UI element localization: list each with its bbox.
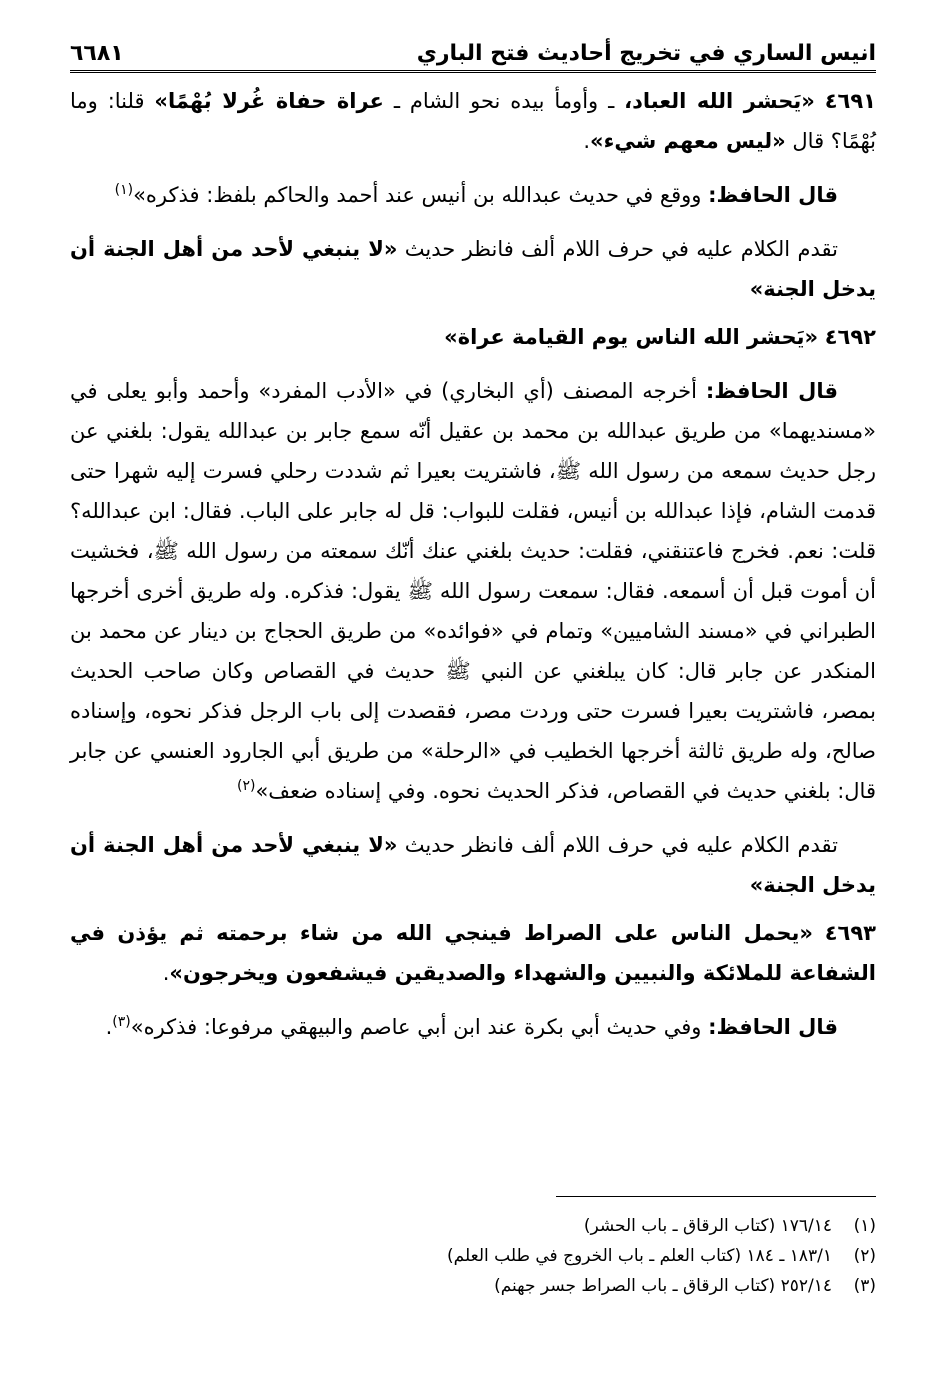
hadith-number: ٤٦٩٣ <box>824 921 876 945</box>
page-header <box>70 26 876 73</box>
cross-reference-title: «لا ينبغي لأحد من أهل الجنة أن يدخل الجنة» <box>70 237 876 301</box>
hadith-quote: «يحمل الناس على الصراط فينجي الله من شاء برحمته ثم يؤذن في الشفاعة للملائكة والنبيين والشهداء والصديقين فيشفعون ويخرجون» <box>70 921 876 985</box>
running-title: انيس الساري في تخريج أحاديث فتح الباري <box>416 41 876 66</box>
footnote-marker[interactable]: (١) <box>114 182 134 198</box>
hadith-quote-2: عراة حفاة غُرلا بُهْمًا» <box>154 89 384 113</box>
commentary-text: وفي حديث أبي بكرة عند ابن أبي عاصم والبيهقي مرفوعا: فذكره» <box>130 1015 709 1039</box>
commentary: قال الحافظ: وفي حديث أبي بكرة عند ابن أبي عاصم والبيهقي مرفوعا: فذكره»$^{(٣)}$. <box>105 1014 838 1039</box>
entry-4692 <box>70 317 876 905</box>
hadith-aside: ـ وأومأ بيده نحو الشام ـ <box>383 89 625 113</box>
cross-reference-intro: تقدم الكلام عليه في حرف اللام ألف فانظر حديث <box>397 833 838 857</box>
hadith-text: ٤٦٩١ «يَحشر الله العباد، ـ وأومأ بيده نحو الشام ـ عراة حفاة غُرلا بُهْمًا» قلنا: وما بُهْمًا؟ قال «ليس معهم شيء». <box>70 89 877 153</box>
cross-reference-title: «لا ينبغي لأحد من أهل الجنة أن يدخل الجنة» <box>70 833 876 897</box>
entry-4691 <box>70 81 876 309</box>
footnote-number: (٣) <box>853 1276 876 1296</box>
footnote-text: ١٧٦/١٤ (كتاب الرقاق ـ باب الحشر) <box>583 1216 832 1236</box>
hadith-quote: «يَحشر الله الناس يوم القيامة عراة» <box>444 325 819 349</box>
commentary-text: ووقع في حديث عبدالله بن أنيس عند أحمد والحاكم بلفظ: فذكره» <box>133 183 709 207</box>
footnote-marker[interactable]: (٣) <box>112 1014 131 1030</box>
footnote-number: (٢) <box>853 1246 876 1266</box>
hadith-number: ٤٦٩٢ <box>824 325 876 349</box>
footnote-number: (١) <box>853 1216 876 1236</box>
entry-4693 <box>70 913 876 1047</box>
footnote-2 <box>70 1241 876 1271</box>
page-number: ٦٦٨١ <box>70 41 124 66</box>
commentary <box>70 175 876 215</box>
footnote-3 <box>70 1271 876 1301</box>
hadith-text <box>70 317 876 357</box>
commentary-label: قال الحافظ: <box>708 183 838 207</box>
footnote-divider <box>556 1196 876 1197</box>
hadith-text: ٤٦٩٣ «يحمل الناس على الصراط فينجي الله من شاء برحمته ثم يؤذن في الشفاعة للملائكة والنبيين والشهداء والصديقين فيشفعون ويخرجون». <box>70 921 876 985</box>
cross-reference <box>70 229 876 309</box>
commentary-label: قال الحافظ: <box>708 1015 838 1039</box>
hadith-quote: «يَحشر الله العباد، <box>624 89 815 113</box>
commentary-text: أخرجه المصنف (أي البخاري) في «الأدب المفرد» وأحمد وأبو يعلى في «مسنديهما» من طريق عبدالله بن محمد بن عقيل أنّه سمع جابر بن عبدالله يقول: بلغني عن رجل حديث سمعه من رسول الله ﷺ، فاشتريت بعيرا ثم شددت رحلي فسرت إليه شهرا حتى قدمت الشام، فإذا عبدالله بن أنيس، فقلت للبواب: قل له جابر على الباب. فقال: ابن عبدالله؟ قلت: نعم. فخرج فاعتنقني، فقلت: حديث بلغني عنك أنّك سمعته من رسول الله ﷺ، فخشيت أن أموت قبل أن أسمعه. فقال: سمعت رسول الله ﷺ يقول: فذكره. وله طريق أخرى أخرجها الطبراني في «مسند الشاميين» وتمام في «فوائده» من طريق الحجاج بن دينار عن محمد بن المنكدر عن جابر قال: كان يبلغني عن النبي ﷺ حديث في القصاص وكان صاحب الحديث بمصر، فاشتريت بعيرا فسرت حتى وردت مصر، فقصدت إلى باب الرجل فذكر نحوه، وإسناده صالح، وله طريق ثالثة أخرجها الخطيب في «الرحلة» من طريق أبي الجارود العنسي عن جابر قال: بلغني حديث في القصاص، فذكر الحديث نحوه. وفي إسناده ضعف» <box>70 379 876 803</box>
hadith-number: ٤٦٩١ <box>824 89 877 113</box>
commentary-label: قال الحافظ: <box>705 379 838 403</box>
page-body <box>70 81 876 1047</box>
footnote-text: ١٨٣/١ ـ ١٨٤ (كتاب العلم ـ باب الخروج في طلب العلم) <box>447 1246 832 1266</box>
footnote-1 <box>70 1211 876 1241</box>
footnote-marker[interactable]: (٢) <box>236 778 256 794</box>
footnote-text: ٢٥٢/١٤ (كتاب الرقاق ـ باب الصراط جسر جهنم) <box>494 1276 832 1296</box>
cross-reference-intro: تقدم الكلام عليه في حرف اللام ألف فانظر حديث <box>397 237 838 261</box>
book-page <box>70 26 876 1047</box>
hadith-aside-2: قلنا: وما بُهْمًا؟ قال <box>70 89 876 153</box>
commentary <box>70 371 876 811</box>
footnotes <box>70 1196 876 1301</box>
cross-reference <box>70 825 876 905</box>
hadith-quote-3: «ليس معهم شيء» <box>590 129 786 153</box>
